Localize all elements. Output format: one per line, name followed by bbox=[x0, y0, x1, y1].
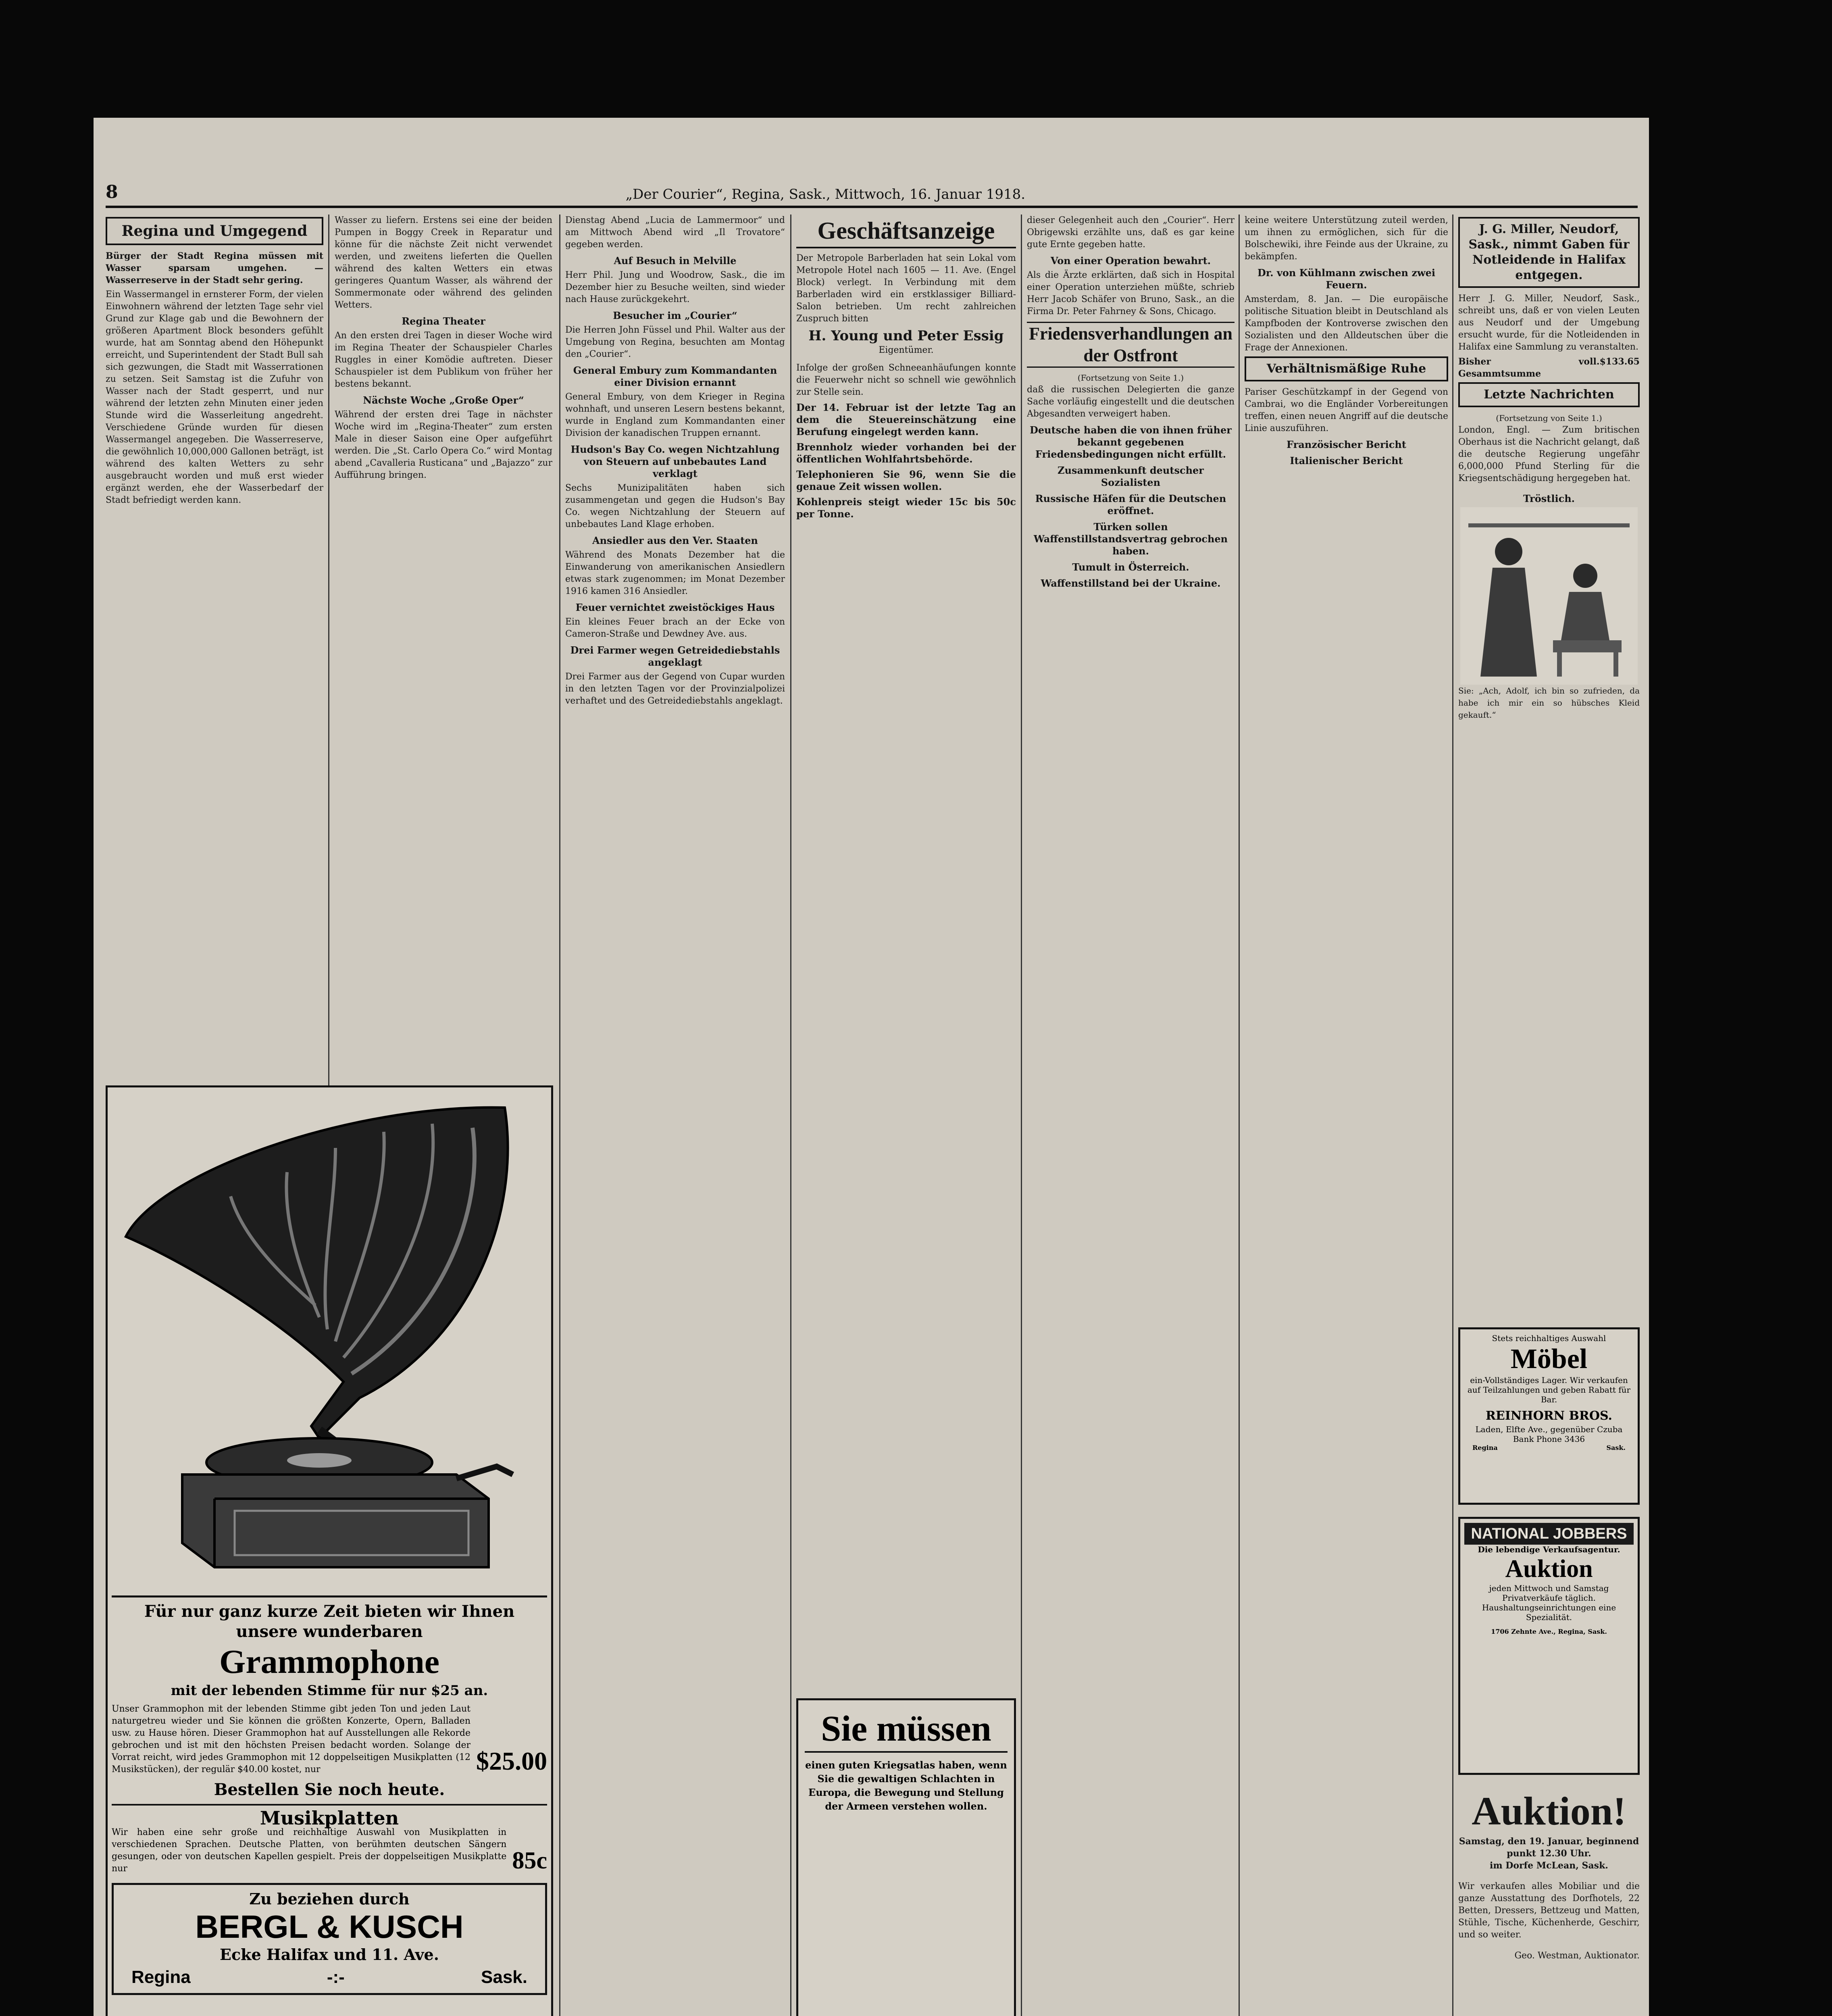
moebel-ad-city: Regina bbox=[1472, 1444, 1498, 1452]
ad-records-title: Musikplatten bbox=[260, 1807, 399, 1829]
headline: Der 14. Februar ist der letzte Tag an dem die Steuereinschätzung eine Berufung eingelegt werden kann. bbox=[796, 402, 1016, 437]
gramophone-ad bbox=[106, 1085, 553, 2016]
article-body: dieser Gelegenheit auch den „Courier“. Herr Obrigewski erzählte uns, daß es gar keine gute Ernte gegeben hatte. bbox=[1027, 215, 1235, 250]
collection-label: Bisher voll. Gesammtsumme bbox=[1458, 356, 1600, 379]
ad-city: Regina bbox=[131, 1967, 191, 1987]
auktion-ad-date: Samstag, den 19. Januar, beginnend punkt 12.30 Uhr. bbox=[1459, 1836, 1639, 1859]
collection-total: $133.65 bbox=[1599, 356, 1640, 367]
headline: Telephonieren Sie 96, wenn Sie die genaue Zeit wissen wollen. bbox=[796, 469, 1016, 492]
headline: Türken sollen Waffenstillstandsvertrag gebrochen haben. bbox=[1033, 521, 1228, 557]
column-divider bbox=[559, 215, 560, 2016]
auktion-ad-title: Auktion! bbox=[1472, 1789, 1626, 1833]
headline: Hudson's Bay Co. wegen Nichtzahlung von Steuern auf unbebautes Land verklagt bbox=[570, 444, 780, 479]
article-body: Pariser Geschützkampf in der Gegend von Cambrai, wo die Engländer Vorbereitungen treffen, einen neuen Angriff auf die deutsche Linie auszuführen. bbox=[1245, 387, 1448, 433]
headline-letzte: Letzte Nachrichten bbox=[1458, 382, 1640, 407]
continued-note: (Fortsetzung von Seite 1.) bbox=[1496, 413, 1602, 423]
headline-verhalt: Verhältnismäßige Ruhe bbox=[1245, 356, 1448, 381]
column-1 bbox=[106, 215, 323, 1077]
headline: Russische Häfen für die Deutschen eröffnet. bbox=[1035, 493, 1226, 516]
auktion-ad-signature: Geo. Westman, Auktionator. bbox=[1514, 1951, 1640, 1961]
auktion-ad bbox=[1458, 1787, 1640, 2016]
headline: Feuer vernichtet zweistöckiges Haus bbox=[575, 602, 775, 613]
article-body: Als die Ärzte erklärten, daß sich in Hospital einer Operation unterziehen müßte, schrieb Herr Jacob Schäfer von Bruno, Sask., an die Firma Dr. Peter Fahrney & Sons, Chicago. bbox=[1027, 270, 1235, 317]
column-2 bbox=[335, 215, 552, 1077]
headline-friedens: Friedensverhandlungen an der Ostfront bbox=[1027, 322, 1235, 368]
ad-signature: H. Young und Peter Essig bbox=[808, 328, 1004, 344]
column-7 bbox=[1458, 215, 1640, 1323]
headline: Von einer Operation bewahrt. bbox=[1050, 255, 1211, 267]
article-body: Wasser zu liefern. Erstens sei eine der beiden Pumpen in Boggy Creek in Reparatur und könne für die nächste Zeit nicht verwendet werden, und zweitens lieferten die Quellen während des kalten Wetters ein etwas geringeres Quantum Wasser, als während der Sommermonate oder während des gelinden Wetters. bbox=[335, 215, 552, 310]
column-divider bbox=[1452, 215, 1453, 2016]
headline: Brennholz wieder vorhanden bei der öffentlichen Wohlfahrtsbehörde. bbox=[796, 441, 1016, 465]
atlas-ad-body: einen guten Kriegsatlas haben, wenn Sie die gewaltigen Schlachten in Europa, die Bewegung und Stellung der Armeen verstehen wollen. bbox=[805, 1759, 1007, 1812]
cartoon-illustration bbox=[1460, 507, 1638, 685]
ad-order-line: Bestellen Sie noch heute. bbox=[214, 1780, 445, 1799]
column-divider bbox=[790, 215, 791, 2016]
headline: Auf Besuch in Melville bbox=[614, 255, 737, 267]
ad-province: Sask. bbox=[481, 1967, 527, 1987]
article-body: Während des Monats Dezember hat die Einwanderung von amerikanischen Ansiedlern etwas stark zugenommen; im Monat Dezember 1916 kamen 316 Ansiedler. bbox=[565, 550, 785, 596]
moebel-ad-province: Sask. bbox=[1606, 1444, 1626, 1452]
article-body: Dienstag Abend „Lucia de Lammermoor“ und am Mittwoch Abend wird „Il Trovatore“ gegeben werden. bbox=[565, 215, 785, 250]
ad-separator: -:- bbox=[327, 1967, 345, 1987]
article-body: An den ersten drei Tagen in dieser Woche wird im Regina Theater der Schauspieler Charles Ruggles in einer Komödie auftreten. Dieser Schauspieler ist dem Publikum von früher her bestens bekannt. bbox=[335, 331, 552, 389]
ad-signature-title: Eigentümer. bbox=[879, 345, 934, 355]
gramophone-illustration bbox=[110, 1091, 549, 1595]
cartoon-caption: Sie: „Ach, Adolf, ich bin so zufrieden, da habe ich mir ein so hübsches Kleid gekauft.“ bbox=[1458, 686, 1640, 720]
ad-product-name: Grammophone bbox=[219, 1643, 439, 1681]
moebel-ad-shop: REINHORN BROS. bbox=[1486, 1409, 1612, 1423]
business-heading: Geschäftsanzeige bbox=[796, 215, 1016, 248]
ad-records-body: Wir haben eine sehr große und reichhaltige Auswahl von Musikplatten in verschiedenen Sprachen. Deutsche Platten, von berühmten deutschen Sängern gesungen, oder von deutschen Kapellen gespielt. Preis der doppelseitigen Musikplatte nur bbox=[112, 1827, 507, 1874]
headline: Dr. von Kühlmann zwischen zwei Feuern. bbox=[1257, 267, 1435, 291]
article-body: General Embury, von dem Krieger in Regina wohnhaft, und unseren Lesern bestens bekannt, wurde in England zum Kommandanten einer Division der kanadischen Truppen ernannt. bbox=[565, 392, 785, 438]
headline: Deutsche haben die von ihnen früher bekannt gegebenen Friedensbedingungen nicht erfüllt. bbox=[1030, 424, 1232, 460]
newspaper-page bbox=[94, 118, 1649, 2016]
headline: Besucher im „Courier“ bbox=[613, 310, 737, 321]
article-body: Die Herren John Füssel und Phil. Walter aus der Umgebung von Regina, besuchten am Montag den „Courier“. bbox=[565, 325, 785, 359]
regina-heading: Regina und Umgegend bbox=[106, 217, 323, 245]
moebel-ad-topline: Stets reichhaltiges Auswahl bbox=[1492, 1333, 1606, 1343]
headline: Ansiedler aus den Ver. Staaten bbox=[592, 535, 758, 546]
nj-ad-subtitle: Die lebendige Verkaufsagentur. bbox=[1478, 1545, 1620, 1554]
ad-subheadline: mit der lebenden Stimme für nur $25 an. bbox=[171, 1683, 488, 1699]
headline-oper: Nächste Woche „Große Oper“ bbox=[363, 394, 524, 406]
article-body: keine weitere Unterstützung zuteil werden, um ihnen zu ermöglichen, sich für die Bolschewiki, ihre Feinde aus der Ukraine, zu bekämpfen. bbox=[1245, 215, 1448, 262]
article-body: Herr Phil. Jung und Woodrow, Sask., die im Dezember hier zu Besuche weilten, sind wieder nach Hause zurückgekehrt. bbox=[565, 270, 785, 304]
page-header bbox=[106, 170, 1634, 202]
article-body: Drei Farmer aus der Gegend von Cupar wurden in den letzten Tagen vor der Provinzialpolizei verhaftet und des Getreidediebstahls angeklagt. bbox=[565, 672, 785, 706]
continued-note: (Fortsetzung von Seite 1.) bbox=[1077, 373, 1184, 383]
nj-ad-auktion: Auktion bbox=[1505, 1555, 1593, 1583]
moebel-ad-title: Möbel bbox=[1510, 1343, 1588, 1375]
article-body: Während der ersten drei Tage in nächster Woche wird im „Regina-Theater“ zum ersten Male in dieser Saison eine Oper aufgeführt werden. Die „St. Carlo Opera Co.“ wird Montag abend „Cavalleria Rusticana“ und „Bajazzo“ zur Aufführung bringen. bbox=[335, 410, 552, 480]
column-5 bbox=[1027, 215, 1235, 2016]
headline: Italienischer Bericht bbox=[1290, 455, 1403, 467]
article-body: Sechs Munizipalitäten haben sich zusammengetan und gegen die Hudson's Bay Co. wegen Nichtzahlung der Steuern auf unbebautes Land Klage erhoben. bbox=[565, 483, 785, 529]
nj-ad-address: 1706 Zehnte Ave., Regina, Sask. bbox=[1491, 1628, 1607, 1635]
atlas-ad bbox=[796, 1698, 1016, 2016]
cartoon-title: Tröstlich. bbox=[1523, 493, 1575, 504]
article-body: Ein kleines Feuer brach an der Ecke von Cameron-Straße und Dewdney Ave. aus. bbox=[565, 617, 785, 639]
ad-price: $25.00 bbox=[476, 1747, 547, 1775]
column-divider bbox=[1239, 215, 1240, 2016]
headline: General Embury zum Kommandanten einer Division ernannt bbox=[573, 364, 777, 388]
article-body: Amsterdam, 8. Jan. — Die europäische politische Situation bleibt in Deutschland als Kampfboden der Kontroverse zwischen den Sozialisten und den Alldeutschen über die Frage der Annexionen. bbox=[1245, 294, 1448, 353]
ad-body: Unser Grammophon mit der lebenden Stimme gibt jeden Ton und jeden Laut naturgetreu wieder und Sie können die größten Konzerte, Opern, Balladen usw. zu Hause hören. Dieser Grammophon hat auf Ausstellungen alle Rekorde gebrochen und ist mit den höchsten Preisen bedacht worden. Solange der Vorrat reicht, wird jedes Grammophon mit 12 doppelseitigen Musikplatten (12 Musikstücken), der regulär $40.00 kostet, nur bbox=[112, 1704, 470, 1774]
column-divider bbox=[1021, 215, 1022, 2016]
ad-body: Der Metropole Barberladen hat sein Lokal vom Metropole Hotel nach 1605 — 11. Ave. (Engel Block) verlegt. In Verbindung mit dem Barberladen wird ein erstklassiger Billiard-Salon betrieben. Um recht zahlreichen Zuspruch bitten bbox=[796, 253, 1016, 324]
moebel-ad-address: Laden, Elfte Ave., gegenüber Czuba Bank Phone 3436 bbox=[1475, 1425, 1623, 1444]
article-body: daß die russischen Delegierten die ganze Sache vorläufig eingestellt und die deutschen Abgesandten verweigert haben. bbox=[1027, 385, 1235, 419]
headline: Tumult in Österreich. bbox=[1072, 561, 1189, 573]
nj-ad-body: jeden Mittwoch und Samstag Privatverkäufe täglich. Haushaltungseinrichtungen eine Spezialität. bbox=[1482, 1583, 1616, 1622]
ad-records-price: 85c bbox=[512, 1847, 547, 1874]
headline-theater: Regina Theater bbox=[402, 315, 485, 327]
column-6 bbox=[1245, 215, 1448, 2016]
headline: Zusammenkunft deutscher Sozialisten bbox=[1058, 464, 1204, 488]
header-rule bbox=[106, 206, 1638, 208]
atlas-ad-title: Sie müssen bbox=[805, 1707, 1008, 1753]
headline: Kohlenpreis steigt wieder 15c bis 50c per Tonne. bbox=[796, 496, 1016, 520]
page-number: 8 bbox=[106, 182, 118, 202]
auktion-ad-place: im Dorfe McLean, Sask. bbox=[1490, 1860, 1608, 1871]
headline: Drei Farmer wegen Getreidediebstahls angeklagt bbox=[570, 644, 780, 668]
ad-address: Ecke Halifax und 11. Ave. bbox=[220, 1945, 439, 1964]
miller-heading: J. G. Miller, Neudorf, Sask., nimmt Gaben für Notleidende in Halifax entgegen. bbox=[1458, 217, 1640, 288]
moebel-ad-body: ein-Vollständiges Lager. Wir verkaufen auf Teilzahlungen und geben Rabatt für Bar. bbox=[1467, 1375, 1631, 1404]
headline: Französischer Bericht bbox=[1287, 439, 1406, 450]
ad-headline: Für nur ganz kurze Zeit bieten wir Ihnen unsere wunderbaren bbox=[144, 1602, 515, 1641]
article-body: London, Engl. — Zum britischen Oberhaus ist die Nachricht gelangt, daß die deutsche Regierung ungefähr 6,000,000 Pfund Sterling für die Kriegsentschädigung hergegeben hat. bbox=[1458, 425, 1640, 483]
headline: Waffenstillstand bei der Ukraine. bbox=[1041, 577, 1221, 589]
national-jobbers-ad bbox=[1458, 1517, 1640, 1775]
column-4 bbox=[796, 215, 1016, 1674]
moebel-ad bbox=[1458, 1327, 1640, 1505]
article-subheading: Bürger der Stadt Regina müssen mit Wasser sparsam umgehen. — Wasserreserve in der Stadt sehr gering. bbox=[106, 251, 323, 285]
nj-ad-title: NATIONAL JOBBERS bbox=[1464, 1523, 1634, 1545]
column-3 bbox=[565, 215, 785, 2016]
article-body: Ein Wassermangel in ernsterer Form, der vielen Einwohnern während der letzten Tage sehr viel Grund zur Klage gab und die Bewohnern der größeren Apartment Block besonders gefühlt wurde, hat am Sonntag abend den Höhepunkt erreicht, und Superintendent der Stadt Bull sah sich gezwungen, die Stadt mit Wasserrationen zu setzen. Seit Samstag ist die Zufuhr von Wasser nach der Stadt gesperrt, und nur während der letzten zehn Minuten einer jeden Stunde wird die Wasserleitung angedreht. Verschiedene Gründe wurden für diesen Wassermangel angegeben. Die Wasserreserve, die gewöhnlich 10,000,000 Gallonen beträgt, ist während des kalten Wetters zu sehr ausgebraucht worden und muß erst wieder ergänzt werden, ehe der Wasserbedarf der Stadt befriedigt werden kann. bbox=[106, 289, 323, 505]
ad-from-label: Zu beziehen durch bbox=[249, 1890, 410, 1908]
auktion-ad-body: Wir verkaufen alles Mobiliar und die ganze Ausstattung des Dorfhotels, 22 Betten, Dressers, Bettzeug und Matten, Stühle, Tische, Küchenherde, Geschirr, und so weiter. bbox=[1458, 1881, 1640, 1940]
article-body: Infolge der großen Schneeanhäufungen konnte die Feuerwehr nicht so schnell wie gewöhnlich zur Stelle sein. bbox=[796, 363, 1016, 397]
ad-shop-name: BERGL & KUSCH bbox=[195, 1909, 464, 1945]
article-body: Herr J. G. Miller, Neudorf, Sask., schreibt uns, daß er von vielen Leuten aus Neudorf und der Umgebung ersucht wurde, für die Notleidenden in Halifax eine Sammlung zu veranstalten. bbox=[1458, 294, 1640, 352]
masthead: „Der Courier“, Regina, Sask., Mittwoch, 16. Januar 1918. bbox=[625, 186, 1026, 202]
